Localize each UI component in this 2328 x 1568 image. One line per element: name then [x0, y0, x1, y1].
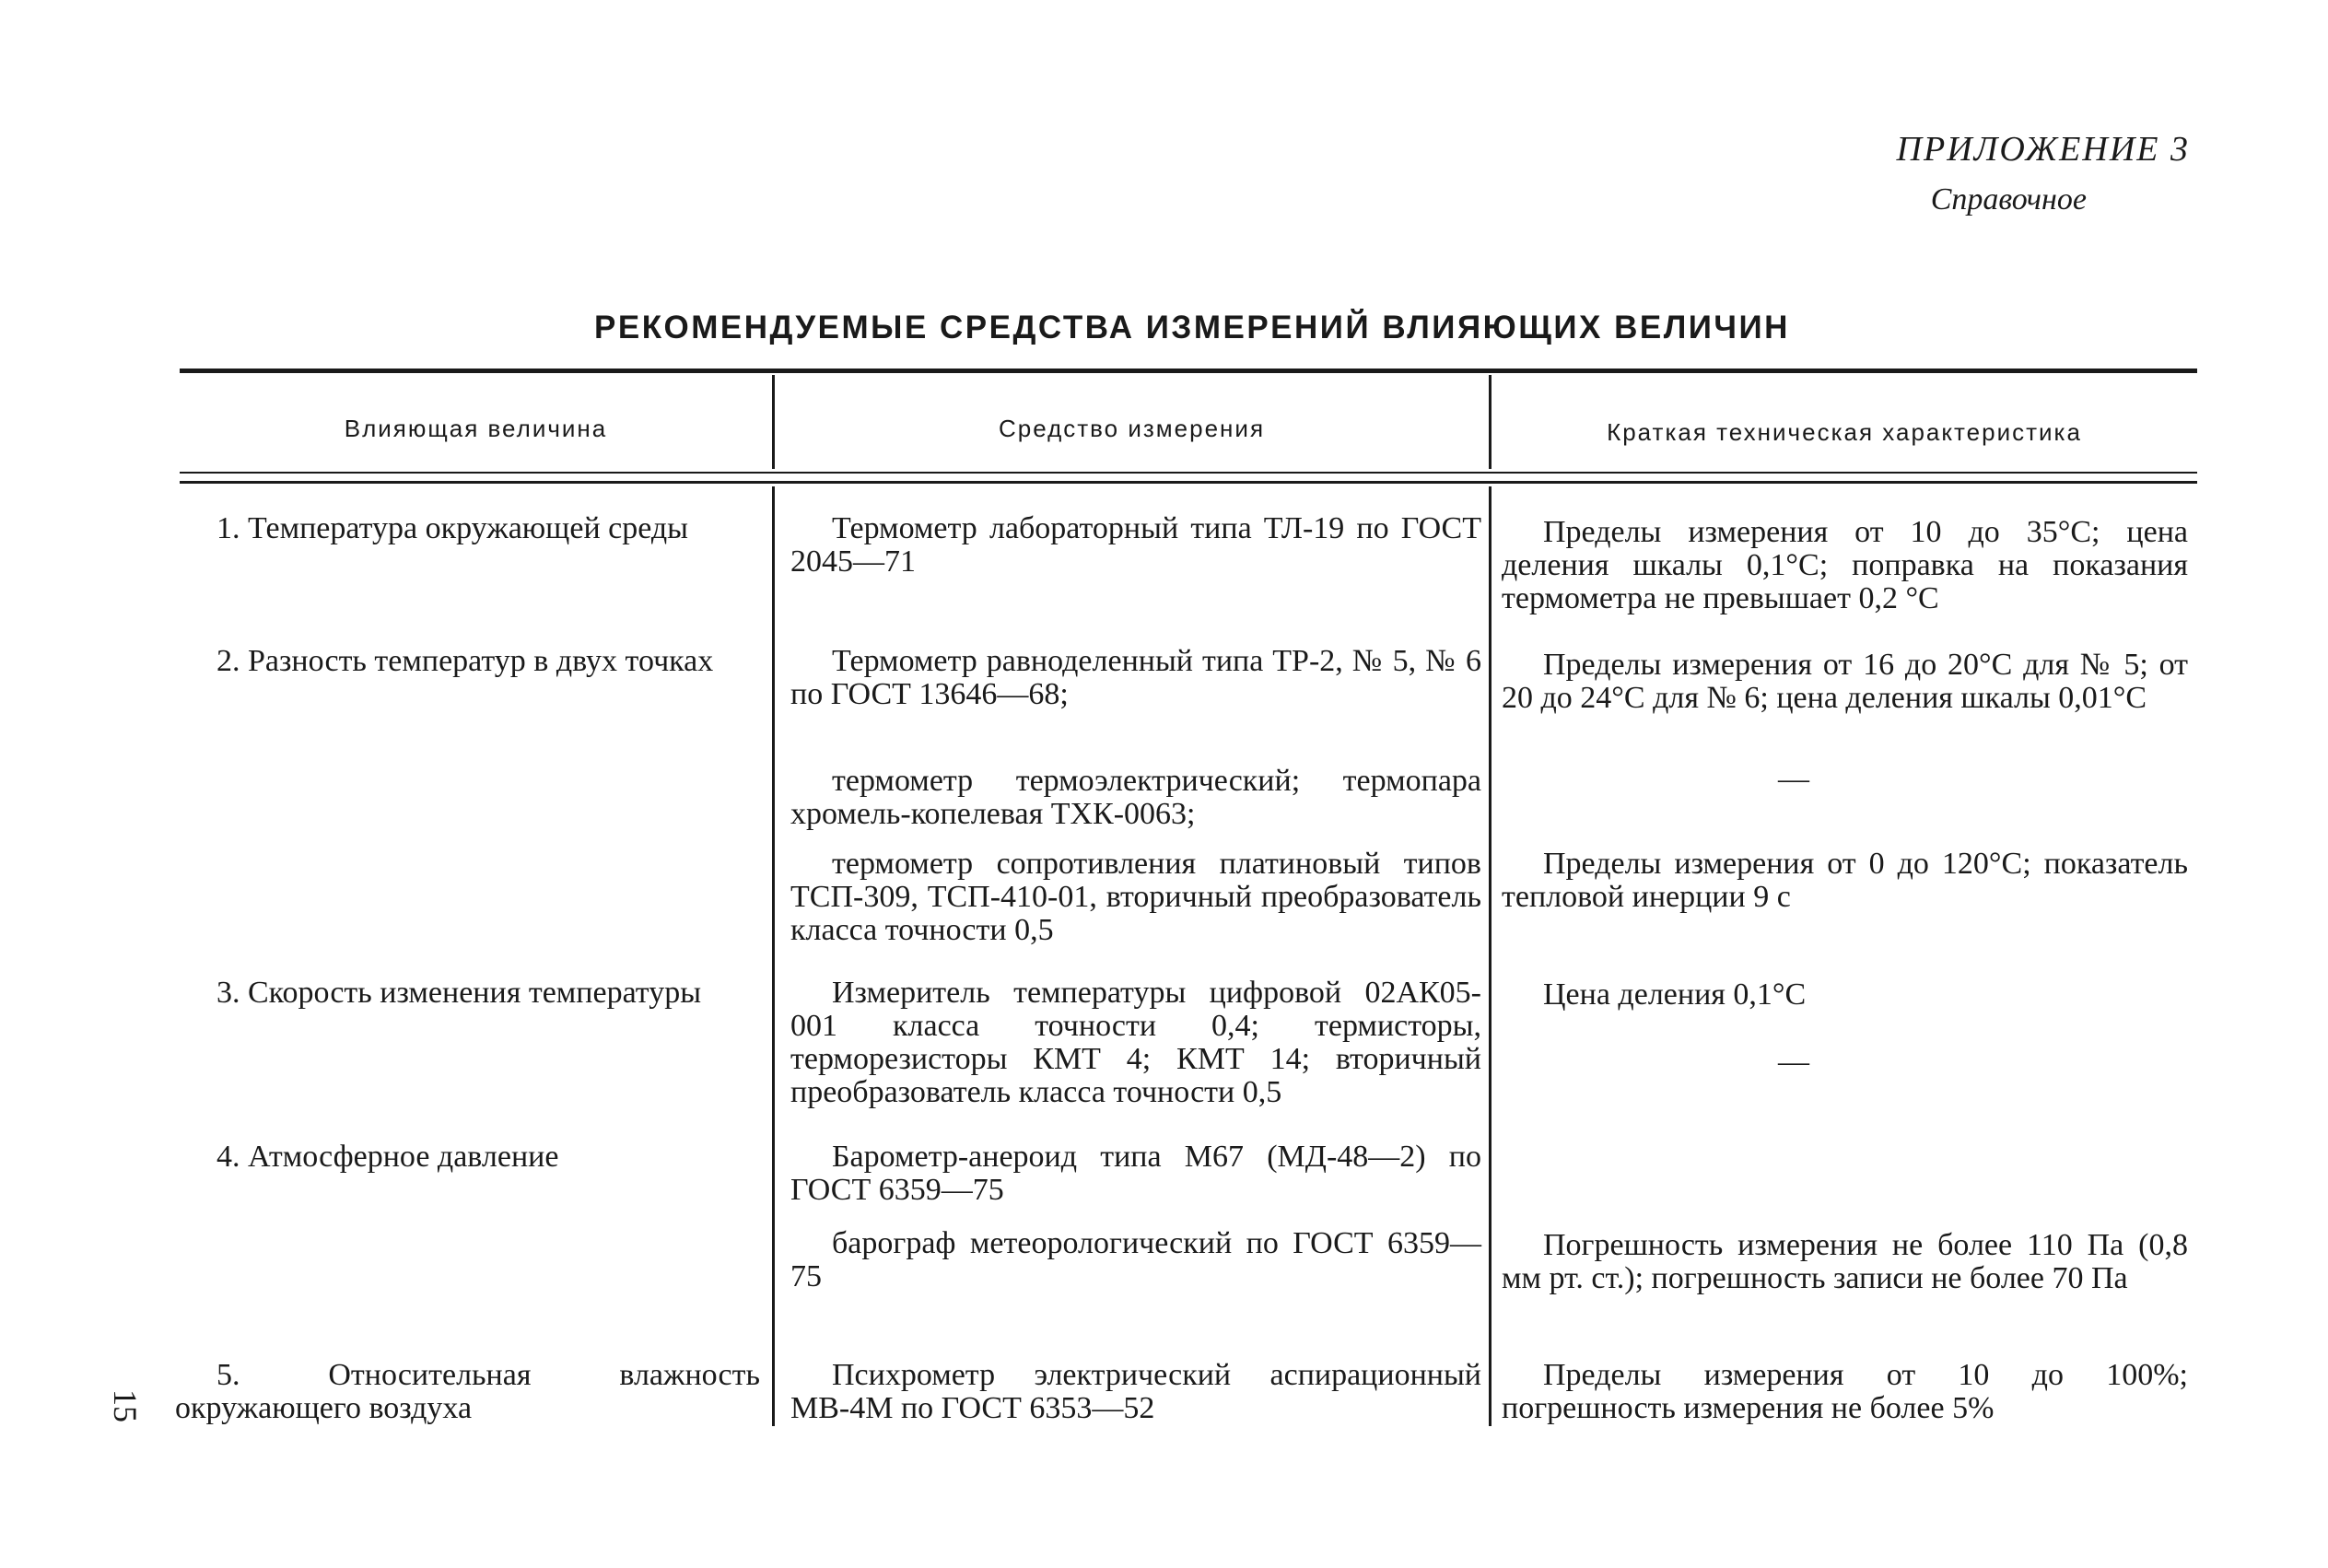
- row2c-instrument: термометр сопротивления платиновый типов ТСП-309, ТСП-410-01, вторичный преобразователь класса точности 0,5: [790, 847, 1481, 947]
- header-instrument: Средство измерения: [998, 415, 1266, 442]
- row2b-instrument: термометр термоэлектрический; термопара хромель-копелевая ТХК-0063;: [790, 764, 1481, 831]
- row2-characteristic: Пределы измерения от 16 до 20°С для № 5; от 20 до 24°С для № 6; цена деления шкалы 0,01°С: [1502, 648, 2188, 715]
- document-title: РЕКОМЕНДУЕМЫЕ СРЕДСТВА ИЗМЕРЕНИЙ ВЛИЯЮЩИХ ВЕЛИЧИН: [594, 310, 1790, 345]
- header-quantity: Влияющая величина: [344, 415, 608, 442]
- row3-characteristic-dash: —: [1778, 1045, 1809, 1079]
- appendix-label: ПРИЛОЖЕНИЕ 3: [1896, 130, 2190, 169]
- row5-instrument: Психрометр электрический аспирационный МВ-4М по ГОСТ 6353—52: [790, 1358, 1481, 1425]
- row2b-characteristic-dash: —: [1778, 762, 1809, 796]
- row4-instrument: Барометр-анероид типа М67 (МД-48—2) по ГОСТ 6359—75: [790, 1140, 1481, 1207]
- page-number: 15: [107, 1389, 144, 1422]
- header-bottom-rule-double: [180, 481, 2197, 484]
- appendix-type: Справочное: [1930, 182, 2087, 216]
- row5-characteristic: Пределы измерения от 10 до 100%; погрешность измерения не более 5%: [1502, 1358, 2188, 1425]
- column-divider-2: [1489, 486, 1492, 1426]
- row1-instrument: Термометр лабораторный типа ТЛ-19 по ГОСТ 2045—71: [790, 511, 1481, 579]
- row1-characteristic: Пределы измерения от 10 до 35°С; цена деления шкалы 0,1°С; поправка на показания термометра не превышает 0,2 °С: [1502, 515, 2188, 615]
- row2-quantity: 2. Разность температур в двух точках: [216, 644, 714, 678]
- row1-quantity: 1. Температура окружающей среды: [216, 511, 689, 545]
- row3-quantity: 3. Скорость изменения температуры: [216, 976, 702, 1010]
- row3-characteristic: Цена деления 0,1°С: [1543, 977, 1807, 1012]
- row5-quantity: 5. Относительная влажность окружающего воздуха: [175, 1358, 760, 1425]
- row2c-characteristic: Пределы измерения от 0 до 120°С; показатель тепловой инерции 9 с: [1502, 847, 2188, 914]
- header-bottom-rule: [180, 472, 2197, 474]
- table-top-rule: [180, 369, 2197, 373]
- row4b-instrument: барограф метеорологический по ГОСТ 6359—75: [790, 1226, 1481, 1293]
- row4b-characteristic: Погрешность измерения не более 110 Па (0,8 мм рт. ст.); погрешность записи не более 70 Па: [1502, 1228, 2188, 1295]
- row3-instrument: Измеритель температуры цифровой 02АК05-001 класса точности 0,4; термисторы, терморезисторы КМТ 4; КМТ 14; вторичный преобразователь класса точности 0,5: [790, 976, 1481, 1109]
- row2-instrument: Термометр равноделенный типа ТР-2, № 5, № 6 по ГОСТ 13646—68;: [790, 644, 1481, 711]
- column-divider-1: [772, 486, 775, 1426]
- header-characteristic: Краткая техническая характеристика: [1607, 418, 2082, 446]
- row4-quantity: 4. Атмосферное давление: [216, 1140, 559, 1174]
